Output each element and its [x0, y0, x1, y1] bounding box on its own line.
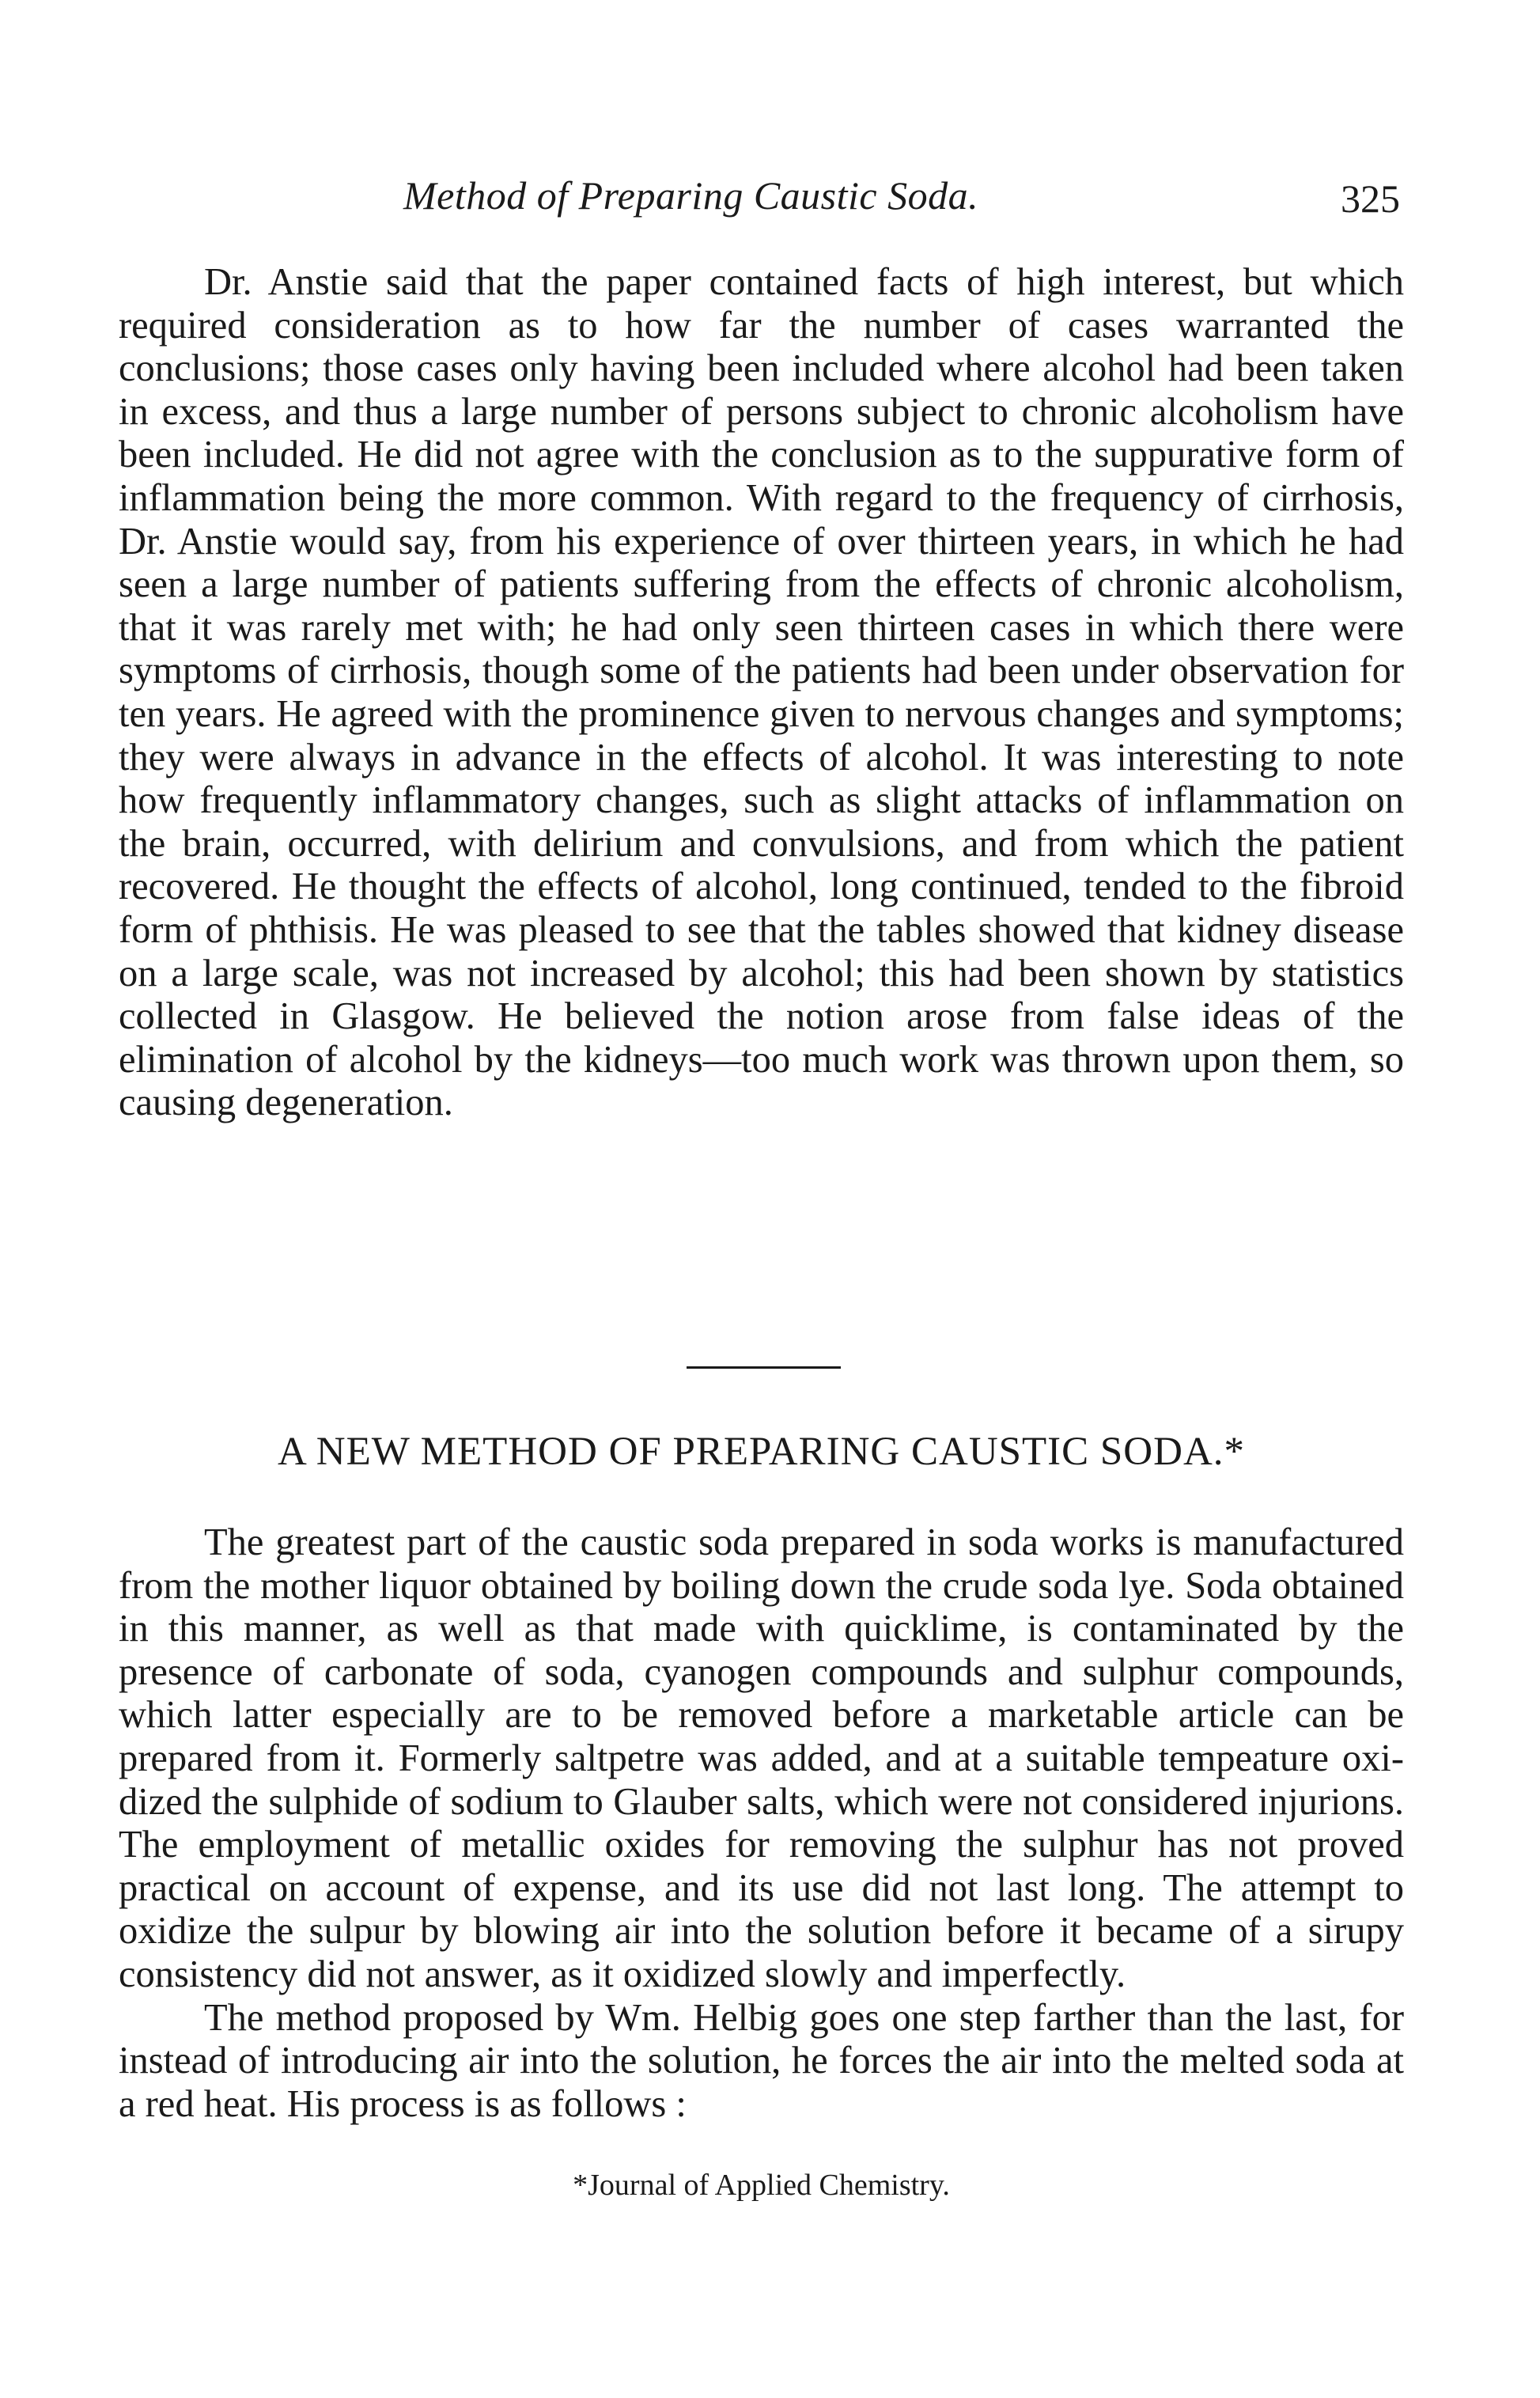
- article-paragraph: The greatest part of the caustic soda prepared in soda works is manufactured from the mother liquor obtained by boiling down the crude soda lye. Soda obtained in this manner, as well as that made with quicklime, is contaminated by the presence of carbonate of soda, cyanogen compounds and sulphur compounds, which latter especially are to be removed before a marketable article can be prepared from it. Formerly saltpetre was added, and at a suitable tempeature oxidized the sulphide of sodium to Glauber salts, which were not considered injurions. The employment of metallic oxides for removing the sulphur has not proved practical on account of expense, and its use did not last long. The attempt to oxidize the sulpur by blowing air into the solution before it became of a sirupy consistency did not answer, as it oxidized slowly and imperfectly.: [119, 1521, 1404, 1995]
- discussion-block: [119, 261, 1404, 1125]
- running-title: Method of Preparing Caustic Soda.: [403, 173, 979, 218]
- page-number: 325: [1341, 176, 1400, 221]
- discussion-paragraph: Dr. Anstie said that the paper contained facts of high interest, but which required consideration as to how far the number of cases warranted the conclusions; those cases only having been included where alcohol had been taken in excess, and thus a large number of persons subject to chronic alcoholism have been included. He did not agree with the conclusion as to the suppurative form of inflammation being the more common. With regard to the frequency of cirrhosis, Dr. Anstie would say, from his experience of over thirteen years, in which he had seen a large number of patients suffering from the effects of chronic alcoholism, that it was rarely met with; he had only seen thirteen cases in which there were symptoms of cirrhosis, though some of the patients had been under observation for ten years. He agreed with the prominence given to nervous changes and symptoms; they were always in advance in the effects of alcohol. It was interesting to note how frequently inflammatory changes, such as slight attacks of inflammation on the brain, occurred, with delirium and convulsions, and from which the patient recovered. He thought the effects of alcohol, long continued, tended to the fibroid form of phthisis. He was pleased to see that the tables showed that kidney disease on a large scale, was not increased by alcohol; this had been shown by statistics collected in Glasgow. He believed the notion arose from false ideas of the elimination of alcohol by the kidneys—too much work was thrown upon them, so causing degeneration.: [119, 261, 1404, 1124]
- article-heading: A NEW METHOD OF PREPARING CAUSTIC SODA.*: [277, 1430, 1246, 1474]
- footnote: *Journal of Applied Chemistry.: [573, 2169, 950, 2202]
- section-divider: [687, 1366, 841, 1369]
- article-body: [119, 1521, 1404, 2126]
- article-paragraph: The method proposed by Wm. Helbig goes one step farther than the last, for instead of introducing air into the solution, he forces the air into the melted soda at a red heat. His process is as follows :: [119, 1996, 1404, 2125]
- running-head: [119, 172, 1400, 228]
